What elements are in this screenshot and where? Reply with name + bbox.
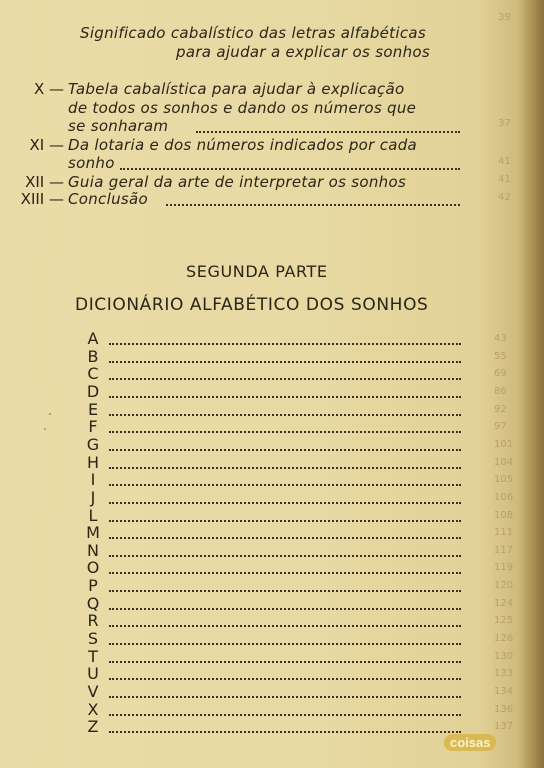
letter-entry: X xyxy=(87,699,99,719)
letter-page-number: 55 xyxy=(494,350,507,362)
dictionary-title: DICIONÁRIO ALFABÉTICO DOS SONHOS xyxy=(75,295,429,315)
letter-page-number: 136 xyxy=(494,703,514,715)
letter-page-number: 133 xyxy=(494,668,514,680)
letter-leader-dots xyxy=(109,449,461,451)
letter-entry: F xyxy=(88,417,98,437)
letter-leader-dots xyxy=(109,572,461,574)
letter-leader-dots xyxy=(109,608,461,610)
toc-entry-number: XIII — xyxy=(20,190,64,208)
letter-entry: E xyxy=(87,399,99,419)
letter-page-number: 92 xyxy=(494,403,507,415)
letter-leader-dots xyxy=(109,431,461,433)
toc-entry-text: Conclusão xyxy=(68,190,148,208)
letter-leader-dots xyxy=(109,484,461,486)
letter-entry: J xyxy=(90,487,96,507)
watermark-stamp: coisas xyxy=(444,734,496,751)
letter-page-number: 125 xyxy=(494,615,514,627)
paper-speck xyxy=(49,413,51,415)
letter-leader-dots xyxy=(109,643,461,645)
letter-entry: M xyxy=(86,523,100,543)
letter-entry: T xyxy=(88,646,98,666)
letter-page-number: 86 xyxy=(494,385,507,397)
letter-leader-dots xyxy=(109,678,461,680)
toc-page-ref: 41 xyxy=(498,156,511,167)
letter-page-number: 126 xyxy=(494,633,514,645)
letter-entry: B xyxy=(87,346,99,366)
letter-page-number: 106 xyxy=(494,491,514,503)
letter-entry: A xyxy=(87,329,99,348)
letter-leader-dots xyxy=(109,731,461,733)
letter-leader-dots xyxy=(109,590,461,592)
letter-leader-dots xyxy=(109,714,461,716)
letter-page-number: 117 xyxy=(494,544,514,556)
letter-entry: U xyxy=(87,664,99,684)
toc-page-ref: 42 xyxy=(498,192,511,203)
letter-page-number: 105 xyxy=(494,474,514,486)
letter-leader-dots xyxy=(109,502,461,504)
letter-page-number: 137 xyxy=(494,721,514,733)
toc-entry-text: Tabela cabalística para ajudar à explicação xyxy=(68,80,405,98)
toc-entry-number: XII — xyxy=(25,173,64,191)
letter-entry: S xyxy=(87,629,99,649)
letter-entry: C xyxy=(87,364,99,384)
letter-page-number: 130 xyxy=(494,650,514,662)
toc-leader-dots xyxy=(166,204,460,206)
letter-page-number: 124 xyxy=(494,597,514,609)
toc-entry-text: de todos os sonhos e dando os números que xyxy=(68,99,417,117)
letter-page-number: 104 xyxy=(494,456,514,468)
toc-page-ref: 41 xyxy=(498,174,511,185)
letter-leader-dots xyxy=(109,361,461,363)
paper-speck xyxy=(44,428,46,430)
toc-page-ref: 37 xyxy=(498,118,511,129)
letter-entry: P xyxy=(88,576,98,596)
letter-page-number: 43 xyxy=(494,333,507,344)
toc-entry-text: sonho xyxy=(68,154,115,172)
letter-entry: I xyxy=(90,470,96,490)
toc-heading-line2: para ajudar a explicar os sonhos xyxy=(176,43,431,61)
letter-leader-dots xyxy=(109,414,461,416)
letter-entry: R xyxy=(87,611,99,631)
letter-leader-dots xyxy=(109,343,461,345)
letter-page-number: 119 xyxy=(494,562,514,574)
toc-page-ref: 39 xyxy=(498,12,511,23)
letter-leader-dots xyxy=(109,696,461,698)
part-title: SEGUNDA PARTE xyxy=(186,262,328,281)
toc-entry-number: XI — xyxy=(29,136,64,154)
letter-entry: V xyxy=(87,682,99,701)
letter-entry: G xyxy=(86,434,100,454)
letter-entry: Z xyxy=(87,717,99,737)
letter-page-number: 97 xyxy=(494,421,507,433)
letter-entry: O xyxy=(86,558,100,578)
toc-entry-text: Guia geral da arte de interpretar os sonhos xyxy=(68,173,407,191)
letter-entry: N xyxy=(87,540,99,560)
letter-leader-dots xyxy=(109,396,461,398)
letter-page-number: 69 xyxy=(494,368,507,380)
letter-leader-dots xyxy=(109,661,461,663)
toc-entry-text: se sonharam xyxy=(68,117,169,135)
letter-leader-dots xyxy=(109,555,461,557)
letter-leader-dots xyxy=(109,467,461,469)
toc-entry-number: X — xyxy=(33,80,64,98)
letter-page-number: 134 xyxy=(494,686,514,697)
letter-leader-dots xyxy=(109,537,461,539)
toc-entry-text: Da lotaria e dos números indicados por cada xyxy=(68,136,418,154)
page-gutter-shadow xyxy=(518,0,544,768)
letter-entry: H xyxy=(86,452,100,472)
letter-leader-dots xyxy=(109,625,461,627)
letter-leader-dots xyxy=(109,378,461,380)
letter-entry: D xyxy=(86,381,100,401)
toc-leader-dots xyxy=(196,131,460,133)
letter-page-number: 108 xyxy=(494,509,514,521)
letter-entry: Q xyxy=(86,593,100,613)
letter-page-number: 111 xyxy=(494,527,514,539)
letter-leader-dots xyxy=(109,520,461,522)
toc-leader-dots xyxy=(120,168,460,170)
toc-heading-line1: Significado cabalístico das letras alfabéticas xyxy=(80,24,426,42)
letter-page-number: 120 xyxy=(494,580,514,592)
letter-entry: L xyxy=(88,505,98,525)
letter-page-number: 101 xyxy=(494,438,514,450)
